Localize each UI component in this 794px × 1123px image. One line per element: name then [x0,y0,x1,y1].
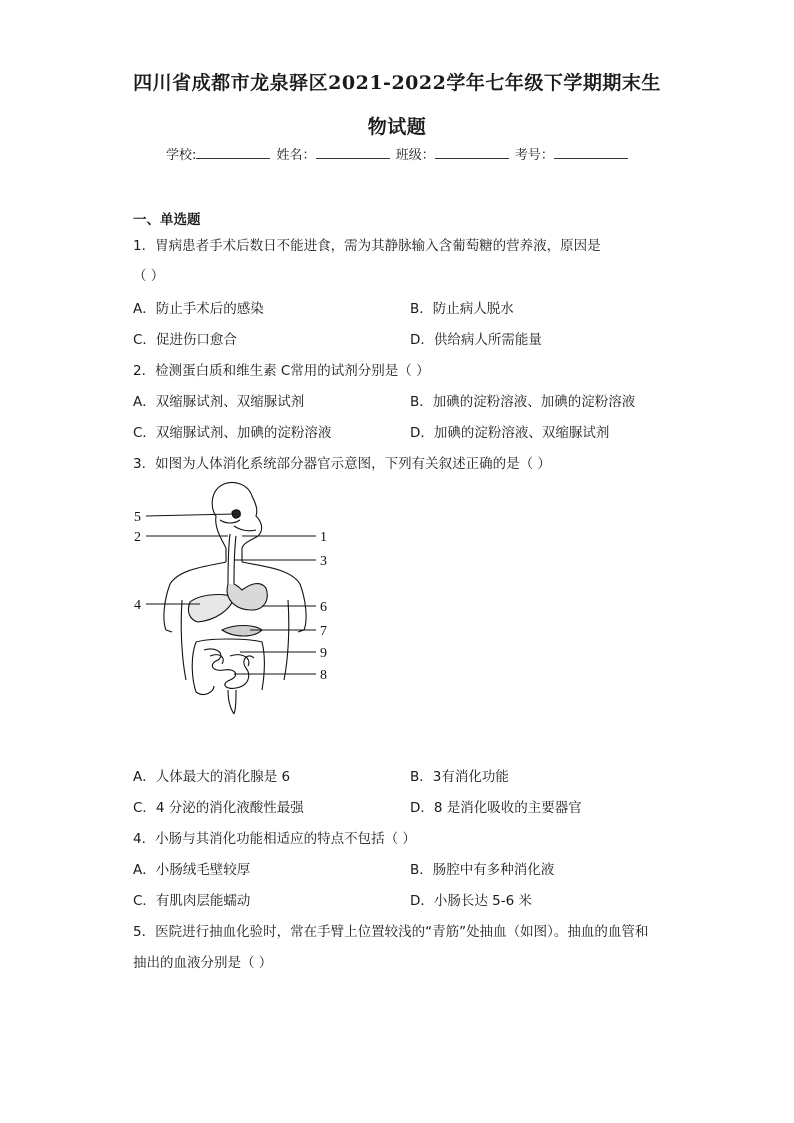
school-label: 学校: [166,148,197,163]
q4-option-d: D．小肠长达 5-6 米 [410,893,533,909]
doc-title-line2: 物试题 [367,116,427,138]
q3-stem: 3．如图为人体消化系统部分器官示意图，下列有关叙述正确的是（ ） [133,456,551,472]
q2-option-c: C．双缩脲试剂、加碘的淀粉溶液 [133,425,332,441]
q3-option-b: B．3有消化功能 [410,769,509,785]
fig-label-4: 4 [134,598,141,613]
q5-stem-cont: 抽出的血液分别是（ ） [133,955,273,971]
q3-option-a: A．人体最大的消化腺是 6 [133,769,291,785]
fig-label-6: 6 [320,600,327,615]
fig-label-9: 9 [320,646,327,661]
class-blank [435,145,509,159]
q1-stem: 1．胃病患者手术后数日不能进食，需为其静脉输入含葡萄糖的营养液，原因是 [133,238,601,254]
q1-option-b: B．防止病人脱水 [410,301,514,317]
school-blank [196,145,270,159]
exam-no-blank [554,145,628,159]
fig-label-2: 2 [134,530,141,545]
fig-label-3: 3 [320,554,327,569]
student-info-row [166,144,630,163]
fig-label-7: 7 [320,624,327,639]
fig-label-5: 5 [134,510,141,525]
q2-option-a: A．双缩脲试剂、双缩脲试剂 [133,394,305,410]
fig-label-1: 1 [320,530,327,545]
exam-no-label: 考号： [514,148,554,163]
q1-stem-cont: （ ） [133,268,165,284]
q1-option-c: C．促进伤口愈合 [133,332,237,348]
q2-option-b: B．加碘的淀粉溶液、加碘的淀粉溶液 [410,394,636,410]
doc-title-line1: 四川省成都市龙泉驿区2021-2022学年七年级下学期期末生 [133,72,661,94]
q1-option-d: D．供给病人所需能量 [410,332,542,348]
q4-option-b: B．肠腔中有多种消化液 [410,862,555,878]
q2-option-d: D．加碘的淀粉溶液、双缩脲试剂 [410,425,610,441]
q3-option-d: D．8 是消化吸收的主要器官 [410,800,582,816]
name-label: 姓名： [276,148,316,163]
q4-stem: 4．小肠与其消化功能相适应的特点不包括（ ） [133,831,416,847]
section-heading: 一、单选题 [133,212,201,228]
fig-label-8: 8 [320,668,327,683]
q4-option-c: C．有肌肉层能蠕动 [133,893,251,909]
digestive-system-figure [130,480,340,720]
q4-option-a: A．小肠绒毛壁较厚 [133,862,251,878]
class-label: 班级： [395,148,435,163]
q5-stem: 5．医院进行抽血化验时，常在手臂上位置较浅的“青筋”处抽血（如图）。抽血的血管和 [133,924,649,940]
q3-option-c: C．4 分泌的消化液酸性最强 [133,800,304,816]
q1-option-a: A．防止手术后的感染 [133,301,264,317]
name-blank [316,145,390,159]
q2-stem: 2．检测蛋白质和维生素 C常用的试剂分别是（ ） [133,363,430,379]
